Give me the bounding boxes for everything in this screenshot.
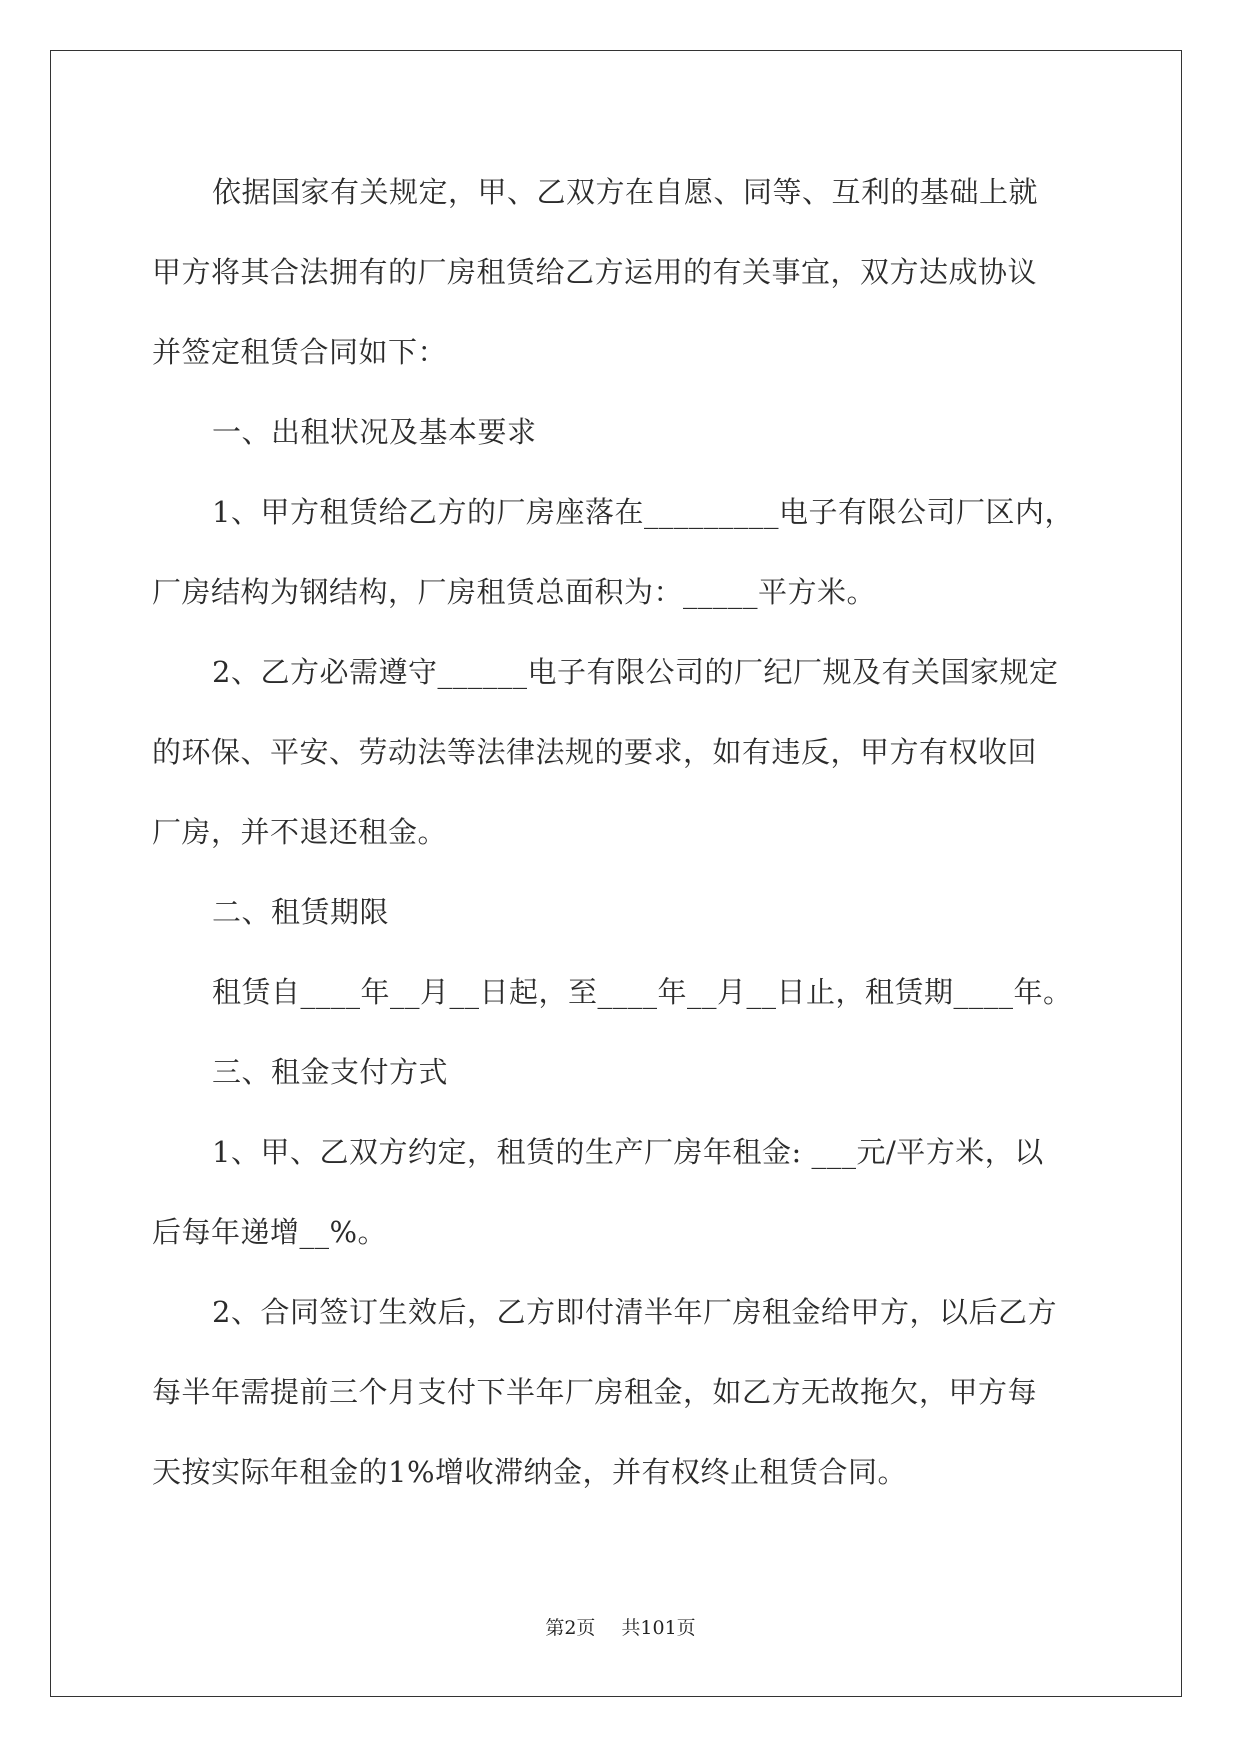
paragraph-line: 天按实际年租金的1%增收滞纳金，并有权终止租赁合同。 xyxy=(152,1455,908,1489)
paragraph-line: 的环保、平安、劳动法等法律法规的要求，如有违反，甲方有权收回 xyxy=(152,735,1038,769)
section-heading: 一、出租状况及基本要求 xyxy=(212,415,537,449)
paragraph-line: 2、合同签订生效后，乙方即付清半年厂房租金给甲方，以后乙方 xyxy=(212,1295,1057,1329)
paragraph-line: 厂房结构为钢结构，厂房租赁总面积为：_____平方米。 xyxy=(152,575,877,609)
page-footer xyxy=(0,1613,1241,1640)
page-number: 第2页 xyxy=(545,1617,596,1639)
paragraph-line: 并签定租赁合同如下： xyxy=(152,335,448,369)
paragraph-line: 租赁自____年__月__日起，至____年__月__日止，租赁期____年。 xyxy=(212,975,1073,1009)
section-heading: 二、租赁期限 xyxy=(212,895,390,929)
paragraph-line: 后每年递增__%。 xyxy=(152,1215,388,1249)
paragraph-line: 厂房，并不退还租金。 xyxy=(152,815,448,849)
page-total: 共101页 xyxy=(621,1617,696,1639)
paragraph-line: 1、甲、乙双方约定，租赁的生产厂房年租金: ___元/平方米，以 xyxy=(212,1135,1044,1169)
paragraph-line: 2、乙方必需遵守______电子有限公司的厂纪厂规及有关国家规定 xyxy=(212,655,1059,689)
paragraph-line: 1、甲方租赁给乙方的厂房座落在_________电子有限公司厂区内， xyxy=(212,495,1074,529)
paragraph-line: 每半年需提前三个月支付下半年厂房租金，如乙方无故拖欠，甲方每 xyxy=(152,1375,1038,1409)
document-body xyxy=(152,160,1092,1520)
paragraph-line: 甲方将其合法拥有的厂房租赁给乙方运用的有关事宜，双方达成协议 xyxy=(152,255,1038,289)
section-heading: 三、租金支付方式 xyxy=(212,1055,449,1089)
paragraph-line: 依据国家有关规定，甲、乙双方在自愿、同等、互利的基础上就 xyxy=(212,175,1039,209)
